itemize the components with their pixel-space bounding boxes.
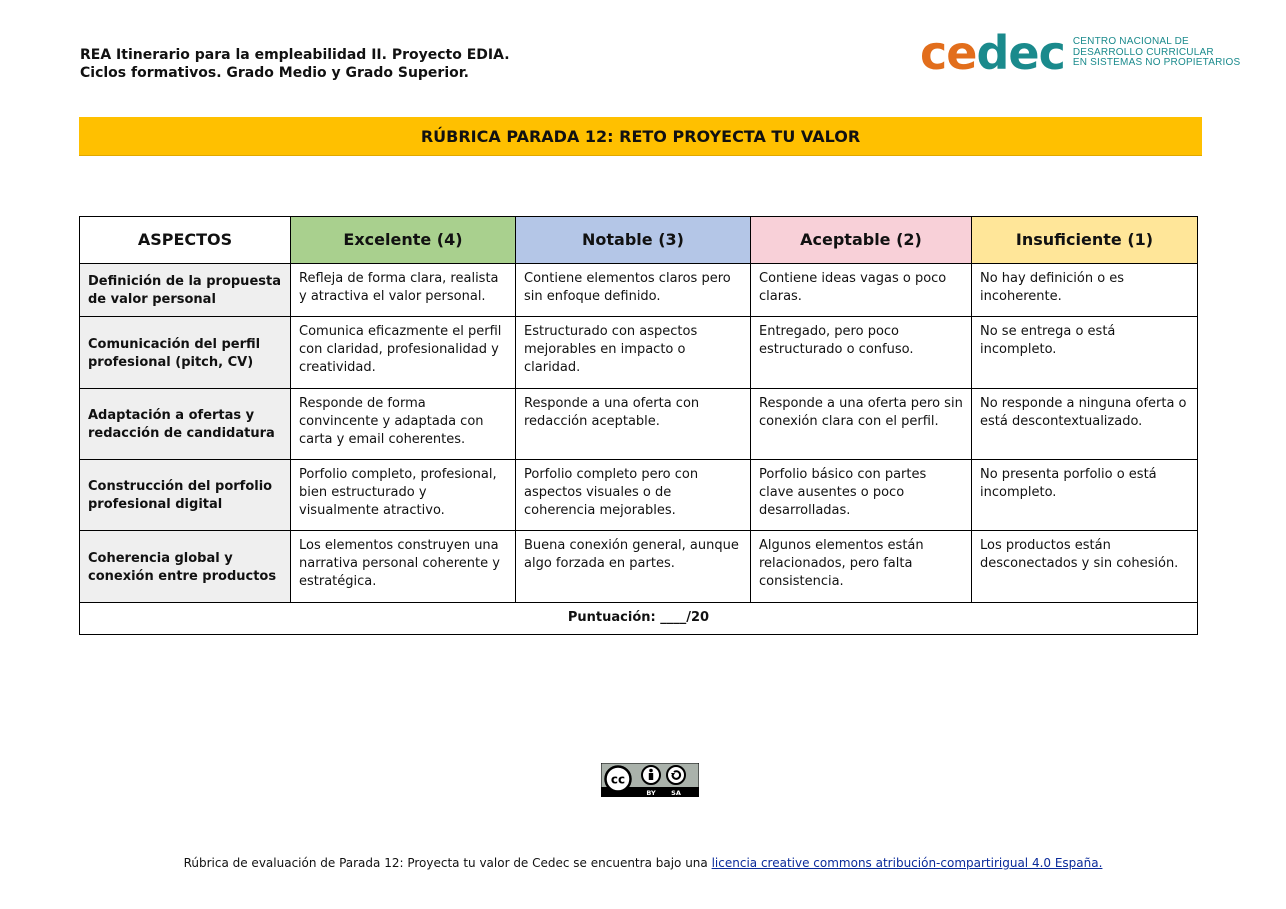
cedec-logo-word — [920, 26, 1065, 80]
cedec-logo-subtitle — [1073, 37, 1240, 69]
cc-by-sa-badge[interactable] — [601, 763, 699, 797]
table-row — [80, 389, 1198, 460]
aceptable-cell: Contiene ideas vagas o poco claras. — [751, 264, 972, 317]
score-cell: Puntuación: ____/20 — [80, 603, 1198, 635]
excelente-cell: Refleja de forma clara, realista y atractiva el valor personal. — [291, 264, 516, 317]
logo-word-part-1: ce — [920, 26, 977, 80]
header-excelente: Excelente (4) — [291, 217, 516, 264]
logo-subtitle-line-3: EN SISTEMAS NO PROPIETARIOS — [1072, 57, 1241, 69]
aceptable-cell: Responde a una oferta pero sin conexión clara con el perfil. — [751, 389, 972, 460]
document-header — [80, 46, 510, 82]
aceptable-cell: Entregado, pero poco estructurado o confuso. — [751, 317, 972, 389]
footer-text: Rúbrica de evaluación de Parada 12: Proyecta tu valor de Cedec se encuentra bajo una — [183, 856, 712, 870]
logo-subtitle-line-2: DESARROLLO CURRICULAR — [1072, 46, 1214, 58]
table-row — [80, 264, 1198, 317]
share-alike-icon — [667, 766, 685, 784]
insuficiente-cell: No hay definición o es incoherente. — [972, 264, 1198, 317]
cc-icon-text: cc — [610, 772, 626, 787]
aceptable-cell: Algunos elementos están relacionados, pero falta consistencia. — [751, 531, 972, 603]
header-line-1: REA Itinerario para la empleabilidad II. Proyecto EDIA. — [80, 47, 510, 63]
header-notable: Notable (3) — [516, 217, 751, 264]
rubric-table — [79, 216, 1198, 635]
notable-cell: Responde a una oferta con redacción aceptable. — [516, 389, 751, 460]
header-insuficiente: Insuficiente (1) — [972, 217, 1198, 264]
aspect-cell: Adaptación a ofertas y redacción de candidatura — [80, 389, 291, 460]
excelente-cell: Comunica eficazmente el perfil con claridad, profesionalidad y creatividad. — [291, 317, 516, 389]
aspect-cell: Construcción del porfolio profesional digital — [80, 460, 291, 531]
license-footer — [0, 856, 1286, 870]
aspect-cell: Comunicación del perfil profesional (pitch, CV) — [80, 317, 291, 389]
insuficiente-cell: No se entrega o está incompleto. — [972, 317, 1198, 389]
sa-label: SA — [671, 789, 681, 797]
table-row — [80, 317, 1198, 389]
notable-cell: Contiene elementos claros pero sin enfoque definido. — [516, 264, 751, 317]
logo-subtitle-line-1: CENTRO NACIONAL DE — [1072, 36, 1189, 48]
header-aceptable: Aceptable (2) — [751, 217, 972, 264]
aspect-cell: Coherencia global y conexión entre productos — [80, 531, 291, 603]
rubric-header-row — [80, 217, 1198, 264]
aceptable-cell: Porfolio básico con partes clave ausentes o poco desarrolladas. — [751, 460, 972, 531]
insuficiente-cell: No presenta porfolio o está incompleto. — [972, 460, 1198, 531]
insuficiente-cell: Los productos están desconectados y sin cohesión. — [972, 531, 1198, 603]
license-link[interactable]: licencia creative commons atribución-compartirigual 4.0 España. — [711, 856, 1103, 870]
header-aspectos: ASPECTOS — [80, 217, 291, 264]
excelente-cell: Responde de forma convincente y adaptada con carta y email coherentes. — [291, 389, 516, 460]
logo-word-part-2: dec — [976, 26, 1065, 80]
table-row — [80, 531, 1198, 603]
header-line-2: Ciclos formativos. Grado Medio y Grado Superior. — [80, 65, 469, 81]
cedec-logo — [920, 26, 1241, 80]
score-row — [80, 603, 1198, 635]
aspect-cell: Definición de la propuesta de valor personal — [80, 264, 291, 317]
insuficiente-cell: No responde a ninguna oferta o está descontextualizado. — [972, 389, 1198, 460]
table-row — [80, 460, 1198, 531]
notable-cell: Porfolio completo pero con aspectos visuales o de coherencia mejorables. — [516, 460, 751, 531]
excelente-cell: Los elementos construyen una narrativa personal coherente y estratégica. — [291, 531, 516, 603]
notable-cell: Estructurado con aspectos mejorables en impacto o claridad. — [516, 317, 751, 389]
rubric-title: RÚBRICA PARADA 12: RETO PROYECTA TU VALOR — [79, 117, 1202, 156]
notable-cell: Buena conexión general, aunque algo forzada en partes. — [516, 531, 751, 603]
by-label: BY — [646, 789, 656, 797]
excelente-cell: Porfolio completo, profesional, bien estructurado y visualmente atractivo. — [291, 460, 516, 531]
